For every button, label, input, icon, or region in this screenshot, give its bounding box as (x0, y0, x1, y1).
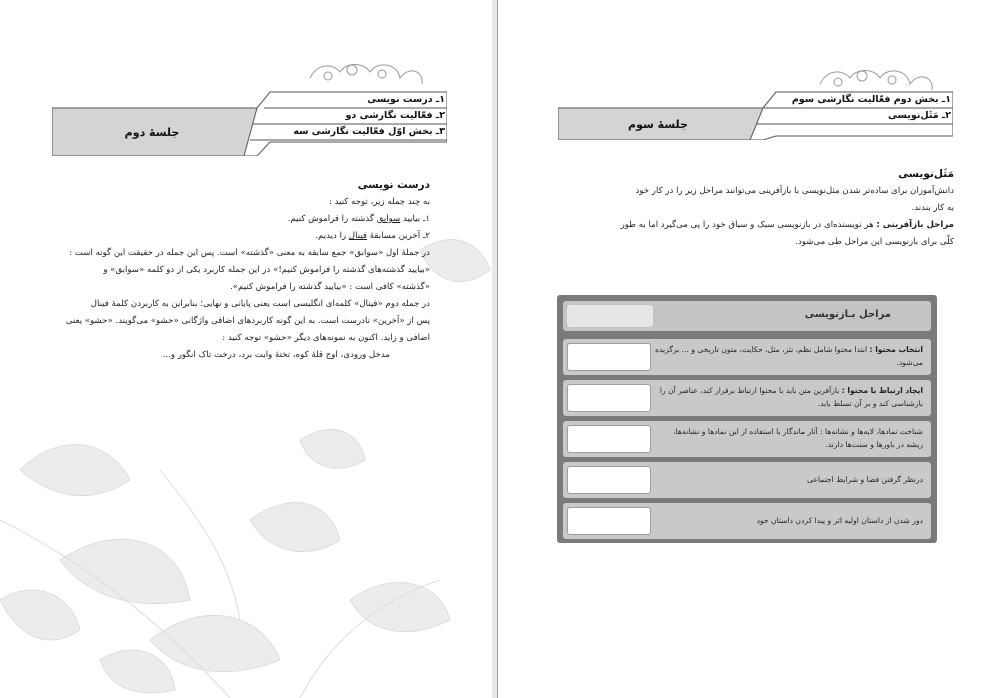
stage-row (563, 503, 931, 539)
stage-text: درنظر گرفتن فضا و شرایط اجتماعی (807, 475, 923, 484)
section-title: مَثَل‌نویسی (898, 168, 954, 180)
text-line: اضافی و زاید. اکنون به نمونه‌های دیگر «حشو» توجه کنید : (222, 333, 430, 343)
stage-row (563, 462, 931, 498)
right-body (538, 166, 954, 251)
stage-answer-box (567, 384, 651, 412)
header-topic-1: ۱ـ بخش دوم فعّالیت نگارشی سوم (791, 94, 951, 105)
left-body (32, 177, 430, 364)
stage-answer-box (567, 425, 651, 453)
header-slot (567, 305, 653, 327)
example-1: ۱ـ بیایید سوابق گذشته را فراموش کنیم. (287, 214, 430, 224)
stage-row (563, 421, 931, 457)
session-title: جلسهٔ دوم (124, 126, 180, 139)
text-span: هر نویسنده‌ای در بازنویسی سبک و سیاق خود را پی می‌گیرد اما به طور (620, 220, 877, 230)
text-line: کلّی برای بازنویسی این مراحل طی می‌شود. (795, 237, 954, 247)
stage-label: ایجاد ارتباط با محتوا : (841, 386, 923, 395)
header-topic-3: ۳ـ بخش اوّل فعّالیت نگارشی سه (293, 126, 445, 137)
underlined-word: فینال (348, 231, 368, 241)
session-title: جلسهٔ سوم (628, 118, 688, 131)
underlined-word: سوابق (376, 214, 401, 224)
header-topic-2: ۲ـ مَثَل‌نویسی (888, 110, 951, 121)
stage-label: انتخاب محتوا : (869, 345, 923, 354)
stage-answer-box (567, 507, 651, 535)
rewriting-stages-box (557, 295, 937, 543)
example-2: ۲ـ آخرین مسابقهٔ فینال را دیدیم. (315, 231, 430, 241)
stage-text (655, 343, 923, 369)
stage-answer-box (567, 466, 651, 494)
text-line: مدخل ورودی، اوج قلهٔ کوه، تختهٔ وایت برد، درخت تاک انگور و... (162, 350, 390, 360)
text-line: به چند جمله زیر، توجه کنید : (328, 197, 430, 207)
text-line: به کار بندند. (911, 203, 954, 213)
section-title: درست نویسی (357, 179, 430, 191)
header-topic-2: ۲ـ فعّالیت نگارشی دو (345, 110, 445, 121)
text-line: در جملهٔ اول «سوابق» جمع سابقه به معنی «گذشته» است. پس این جمله در حقیقت این گونه است : (69, 248, 430, 258)
stage-row (563, 380, 931, 416)
session-header (52, 56, 447, 139)
stage-text: شناخت نمادها، لایه‌ها و نشانه‌ها : آثار ماندگار با استفاده از این نمادها و نشانه‌ها، ریشه در باورها و سنت‌ها دارند. (673, 427, 923, 449)
stage-text: دور شدن از داستان اولیه اثر و پیدا کردن داستان خود (756, 516, 923, 525)
stage-row (563, 339, 931, 375)
text-line: دانش‌آموزان برای ساده‌تر شدن مثل‌نویسی با بازآفرینی می‌توانند مراحل زیر را در کار خود (635, 186, 954, 196)
bold-label: مراحل بازآفرینی : (876, 220, 954, 230)
header-topic-1: ۱ـ درست نویسی (367, 94, 445, 105)
text-line: «گذشته» کافی است : «بیایید گذشته را فراموش کنیم». (230, 282, 430, 292)
stage-desc: ابتدا محتوا شامل نظم، نثر، مثل، حکایت، متون تاریخی و ... برگزیده می‌شود. (655, 345, 923, 367)
text-line (538, 217, 954, 234)
stage-desc: بازآفرین متن باید با محتوا ارتباط برقرار کند، عناصر آن را بازشناسی کند و بر آن تسلط یابد. (659, 386, 923, 408)
text-line: «بیایید گذشته‌های گذشته را فراموش کنیم!» در این جمله کاربرد یکی از دو کلمه «سوابق» و (103, 265, 430, 275)
left-page (0, 0, 493, 698)
text-line: در جمله دوم «فینال» کلمه‌ای انگلیسی است یعنی پایانی و نهایی؛ بنابراین به کاربردن کلمهٔ فینال (90, 299, 430, 309)
stages-header (563, 301, 931, 331)
stages-title: مراحل بـازنویسی (804, 309, 891, 320)
header-frame-icon (52, 56, 447, 156)
session-header (558, 62, 953, 140)
stage-answer-box (567, 343, 651, 371)
stage-text (655, 384, 923, 410)
text-line: پس از «آخرین» نادرست است. به این گونه کاربردهای اضافی واژگانی «حشو» می‌گویند. «حشو» یعنی (65, 316, 430, 326)
